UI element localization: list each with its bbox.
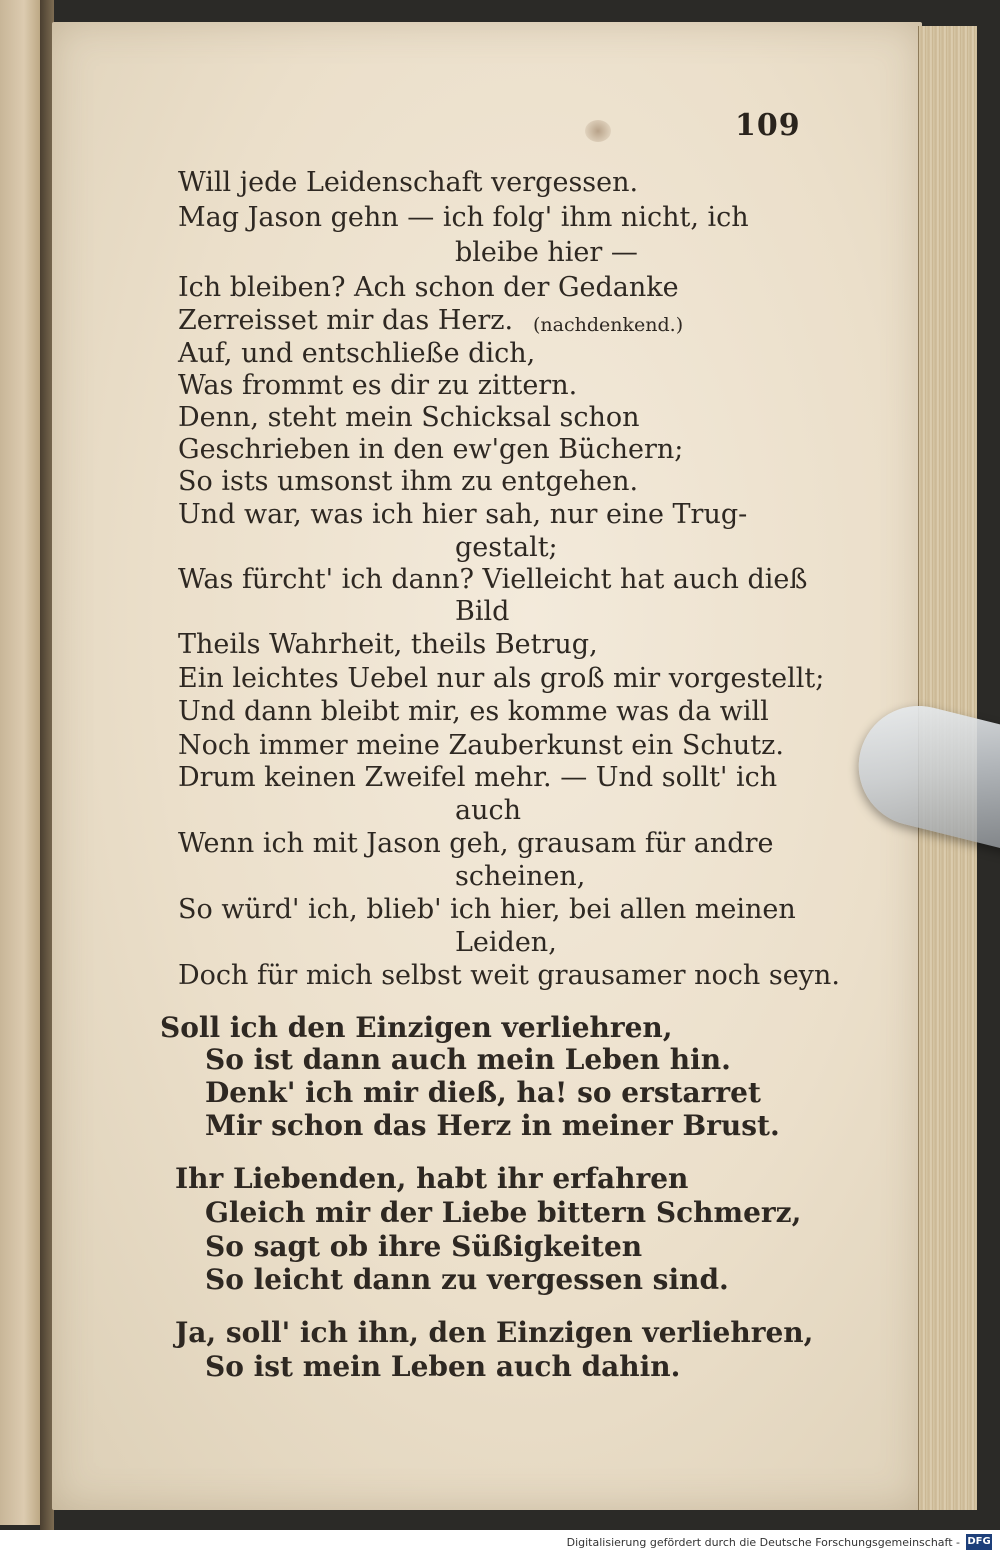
funding-credit: Digitalisierung gefördert durch die Deutsche Forschungsgemeinschaft - — [566, 1536, 960, 1549]
recitative-line: So ists umsonst ihm zu entgehen. — [178, 466, 639, 497]
recitative-line: Und war, was ich hier sah, nur eine Trug- — [178, 499, 748, 530]
recitative-line: bleibe hier — — [455, 237, 638, 268]
page-number: 109 — [735, 108, 801, 143]
recitative-line: Ich bleiben? Ach schon der Gedanke — [178, 272, 679, 303]
recitative-line: Und dann bleibt mir, es komme was da will — [178, 696, 769, 727]
recitative-line: Leiden, — [455, 927, 557, 958]
recitative-line: Bild — [455, 596, 510, 627]
recitative-line: scheinen, — [455, 861, 586, 892]
paper-stain — [585, 120, 611, 142]
stage-direction: (nachdenkend.) — [533, 314, 684, 336]
recitative-line: Doch für mich selbst weit grausamer noch seyn. — [178, 960, 840, 991]
recitative-line: Ein leichtes Uebel nur als groß mir vorgestellt; — [178, 663, 825, 694]
recitative-line: Zerreisset mir das Herz. — [178, 305, 514, 336]
recitative-line: Drum keinen Zweifel mehr. — Und sollt' ich — [178, 762, 778, 793]
aria-line: Mir schon das Herz in meiner Brust. — [205, 1109, 780, 1142]
recitative-line: Was fürcht' ich dann? Vielleicht hat auch dieß — [178, 564, 808, 595]
recitative-line: Theils Wahrheit, theils Betrug, — [178, 629, 598, 660]
aria-line: So sagt ob ihre Süßigkeiten — [205, 1230, 643, 1263]
aria-line: Soll ich den Einzigen verliehren, — [160, 1011, 673, 1044]
recitative-line: Wenn ich mit Jason geh, grausam für andre — [178, 828, 774, 859]
aria-line: Denk' ich mir dieß, ha! so erstarret — [205, 1076, 761, 1109]
recitative-line: Auf, und entschließe dich, — [178, 338, 536, 369]
recitative-line: Was frommt es dir zu zittern. — [178, 370, 578, 401]
aria-line: So ist dann auch mein Leben hin. — [205, 1043, 731, 1076]
dfg-logo: DFG — [966, 1534, 992, 1550]
recitative-line: Will jede Leidenschaft vergessen. — [178, 167, 639, 198]
recitative-line: Mag Jason gehn — ich folg' ihm nicht, ich — [178, 202, 749, 233]
aria-line: Ihr Liebenden, habt ihr erfahren — [175, 1162, 689, 1195]
recitative-line: auch — [455, 795, 521, 826]
recitative-line: Geschrieben in den ew'gen Büchern; — [178, 434, 684, 465]
aria-line: Gleich mir der Liebe bittern Schmerz, — [205, 1196, 802, 1229]
recitative-line: So würd' ich, blieb' ich hier, bei allen meinen — [178, 894, 796, 925]
aria-line: Ja, soll' ich ihn, den Einzigen verliehren, — [175, 1316, 814, 1349]
recitative-line: Denn, steht mein Schicksal schon — [178, 402, 640, 433]
aria-line: So leicht dann zu vergessen sind. — [205, 1263, 729, 1296]
recitative-line: gestalt; — [455, 532, 558, 563]
recitative-line: Noch immer meine Zauberkunst ein Schutz. — [178, 730, 784, 761]
left-page-edge — [0, 0, 42, 1525]
aria-line: So ist mein Leben auch dahin. — [205, 1350, 681, 1383]
